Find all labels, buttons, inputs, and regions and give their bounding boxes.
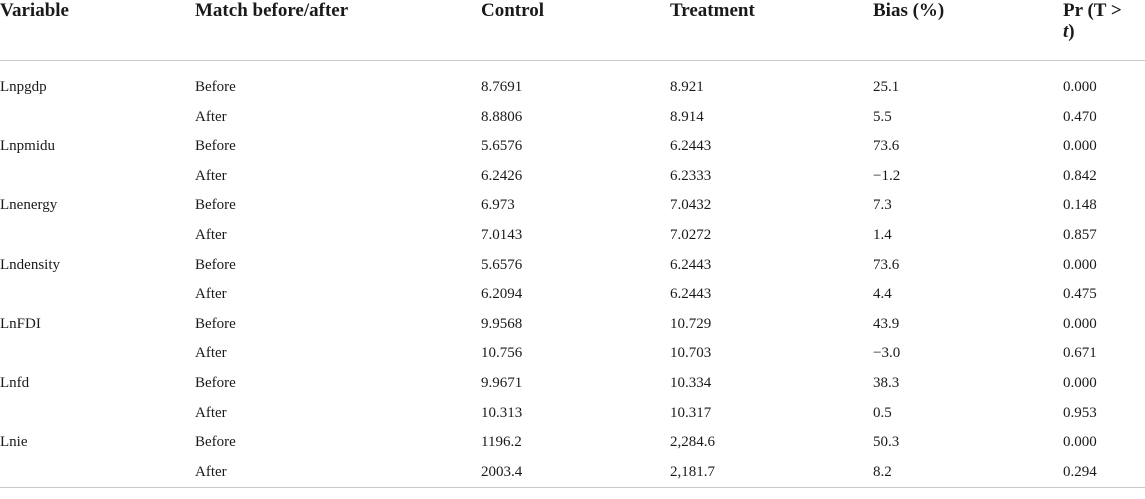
table-row bbox=[0, 132, 1145, 162]
cell-variable bbox=[0, 103, 195, 133]
cell-bias: 25.1 bbox=[873, 79, 900, 95]
cell-treatment: 10.729 bbox=[670, 315, 712, 332]
cell-treatment: 6.2443 bbox=[670, 256, 712, 273]
cell-match: Before bbox=[195, 256, 236, 273]
cell-bias: −1.2 bbox=[873, 167, 901, 184]
table-row bbox=[0, 103, 1145, 133]
cell-bias: 73.6 bbox=[873, 256, 900, 273]
cell-pr: 0.671 bbox=[1063, 345, 1097, 362]
table-row bbox=[0, 428, 1145, 458]
cell-treatment: 2,284.6 bbox=[670, 434, 715, 451]
spacer-row bbox=[0, 61, 1145, 74]
cell-bias: 1.4 bbox=[873, 226, 892, 243]
header-variable: Variable bbox=[0, 0, 195, 61]
cell-variable bbox=[0, 339, 195, 369]
cell-match: After bbox=[195, 458, 481, 488]
header-bias: Bias (%) bbox=[873, 0, 1063, 61]
cell-control: 9.9671 bbox=[481, 374, 523, 391]
header-match: Match before/after bbox=[195, 0, 481, 61]
table-row bbox=[0, 458, 1145, 488]
cell-control: 2003.4 bbox=[481, 458, 670, 488]
cell-bias: 4.4 bbox=[873, 286, 892, 303]
cell-bias: 43.9 bbox=[873, 315, 900, 332]
cell-pr: 0.294 bbox=[1063, 458, 1145, 488]
cell-treatment: 8.921 bbox=[670, 79, 704, 95]
cell-match: After bbox=[195, 404, 227, 421]
header-pr-close: ) bbox=[1068, 21, 1075, 42]
header-row bbox=[0, 0, 1145, 61]
cell-pr: 0.842 bbox=[1063, 167, 1097, 184]
cell-variable bbox=[0, 162, 195, 192]
header-control: Control bbox=[481, 0, 670, 61]
cell-match: Before bbox=[195, 79, 236, 95]
cell-variable: Lndensity bbox=[0, 256, 60, 273]
table-row bbox=[0, 399, 1145, 429]
cell-bias: −3.0 bbox=[873, 345, 901, 362]
cell-variable: Lnpgdp bbox=[0, 79, 47, 95]
cell-treatment: 10.703 bbox=[670, 345, 712, 362]
cell-match: After bbox=[195, 167, 227, 184]
cell-pr: 0.475 bbox=[1063, 286, 1097, 303]
cell-variable: Lnenergy bbox=[0, 197, 58, 214]
cell-pr: 0.000 bbox=[1063, 374, 1097, 391]
cell-match: Before bbox=[195, 197, 236, 214]
cell-control: 9.9568 bbox=[481, 315, 523, 332]
cell-match: Before bbox=[195, 374, 236, 391]
cell-treatment: 6.2443 bbox=[670, 138, 712, 155]
cell-bias: 38.3 bbox=[873, 374, 900, 391]
cell-match: Before bbox=[195, 138, 236, 155]
header-pr-t: t bbox=[1063, 21, 1069, 42]
cell-variable bbox=[0, 458, 195, 488]
cell-variable: LnFDI bbox=[0, 315, 41, 332]
table-row bbox=[0, 369, 1145, 399]
cell-pr: 0.000 bbox=[1063, 256, 1097, 273]
cell-control: 5.6576 bbox=[481, 256, 523, 273]
cell-variable bbox=[0, 221, 195, 251]
cell-pr: 0.000 bbox=[1063, 79, 1097, 95]
cell-treatment: 10.317 bbox=[670, 404, 712, 421]
cell-control: 6.973 bbox=[481, 197, 515, 214]
cell-match: Before bbox=[195, 315, 236, 332]
cell-control: 7.0143 bbox=[481, 226, 523, 243]
table-row bbox=[0, 162, 1145, 192]
cell-control: 10.313 bbox=[481, 404, 523, 421]
cell-treatment: 2,181.7 bbox=[670, 458, 873, 488]
cell-control: 5.6576 bbox=[481, 138, 523, 155]
cell-variable bbox=[0, 399, 195, 429]
cell-pr: 0.000 bbox=[1063, 138, 1097, 155]
cell-treatment: 10.334 bbox=[670, 374, 712, 391]
cell-bias: 73.6 bbox=[873, 138, 900, 155]
cell-control: 10.756 bbox=[481, 345, 523, 362]
table-row bbox=[0, 221, 1145, 251]
cell-control: 8.7691 bbox=[481, 79, 523, 95]
cell-treatment: 7.0432 bbox=[670, 197, 712, 214]
cell-control: 1196.2 bbox=[481, 434, 522, 451]
table-row bbox=[0, 310, 1145, 340]
cell-pr: 0.000 bbox=[1063, 434, 1097, 451]
cell-treatment: 6.2443 bbox=[670, 286, 712, 303]
header-pr-prefix: Pr (T > bbox=[1063, 0, 1122, 21]
cell-match: After bbox=[195, 286, 227, 303]
table-row bbox=[0, 251, 1145, 281]
cell-control: 8.8806 bbox=[481, 108, 523, 125]
cell-bias: 7.3 bbox=[873, 197, 892, 214]
cell-treatment: 6.2333 bbox=[670, 167, 712, 184]
cell-match: After bbox=[195, 226, 227, 243]
cell-bias: 0.5 bbox=[873, 404, 892, 421]
cell-variable bbox=[0, 280, 195, 310]
cell-control: 6.2426 bbox=[481, 167, 523, 184]
cell-treatment: 7.0272 bbox=[670, 226, 712, 243]
cell-variable: Lnfd bbox=[0, 374, 30, 391]
cell-pr: 0.953 bbox=[1063, 404, 1097, 421]
cell-bias: 5.5 bbox=[873, 108, 892, 125]
cell-bias: 8.2 bbox=[873, 458, 1063, 488]
cell-variable: Lnie bbox=[0, 434, 28, 451]
table-row bbox=[0, 191, 1145, 221]
table-row bbox=[0, 280, 1145, 310]
cell-match: Before bbox=[195, 434, 236, 451]
cell-match: After bbox=[195, 345, 227, 362]
cell-bias: 50.3 bbox=[873, 434, 900, 451]
cell-pr: 0.000 bbox=[1063, 315, 1097, 332]
cell-pr: 0.148 bbox=[1063, 197, 1097, 214]
header-pr bbox=[1063, 0, 1145, 61]
cell-pr: 0.857 bbox=[1063, 226, 1097, 243]
cell-treatment: 8.914 bbox=[670, 108, 704, 125]
table-row bbox=[0, 339, 1145, 369]
cell-variable: Lnpmidu bbox=[0, 138, 55, 155]
table-row bbox=[0, 73, 1145, 103]
cell-match: After bbox=[195, 108, 227, 125]
cell-pr: 0.470 bbox=[1063, 108, 1097, 125]
header-treatment: Treatment bbox=[670, 0, 873, 61]
cell-control: 6.2094 bbox=[481, 286, 523, 303]
